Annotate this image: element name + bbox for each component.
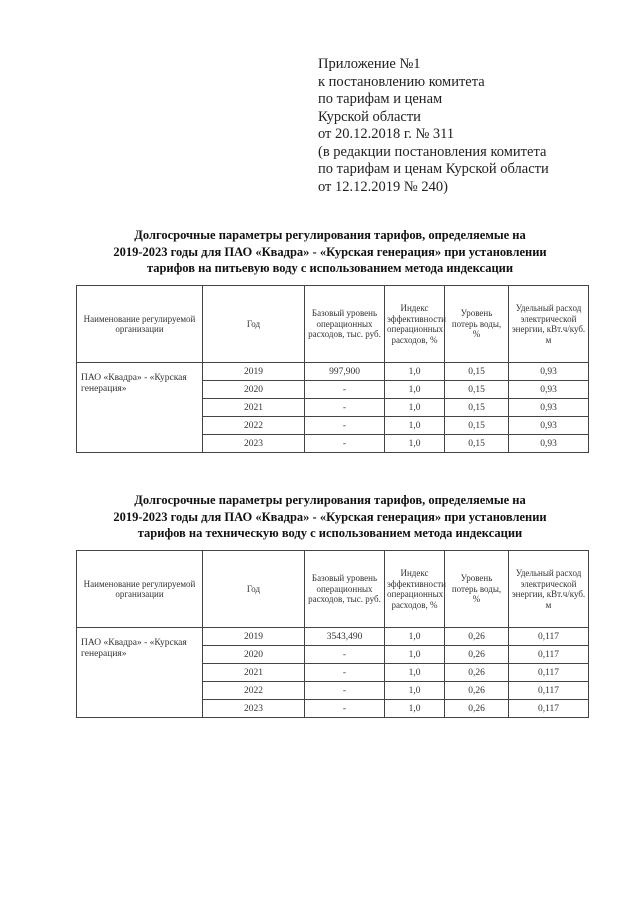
base-cell: -: [305, 646, 385, 664]
title-line: Долгосрочные параметры регулирования тарифов, определяемые на: [134, 493, 526, 507]
loss-cell: 0,15: [445, 381, 509, 399]
appendix-line: Курской области: [318, 108, 421, 125]
index-cell: 1,0: [385, 700, 445, 718]
section-title-drinking-water: [60, 227, 600, 277]
loss-cell: 0,15: [445, 363, 509, 381]
appendix-line: от 12.12.2019 № 240): [318, 178, 448, 195]
header-base-level: Базовый уровень операционных расходов, тыс. руб.: [305, 286, 385, 363]
loss-cell: 0,15: [445, 435, 509, 453]
appendix-line: по тарифам и ценам: [318, 91, 443, 107]
index-cell: 1,0: [385, 399, 445, 417]
header-year: Год: [203, 551, 305, 628]
base-cell: 3543,490: [305, 628, 385, 646]
energy-cell: 0,93: [509, 363, 589, 381]
year-cell: 2019: [203, 363, 305, 381]
loss-cell: 0,15: [445, 417, 509, 435]
loss-cell: 0,26: [445, 628, 509, 646]
index-cell: 1,0: [385, 646, 445, 664]
org-name-cell: ПАО «Квадра» - «Курская генерация»: [77, 363, 203, 453]
base-cell: -: [305, 700, 385, 718]
header-water-loss: Уровень потерь воды, %: [445, 551, 509, 628]
year-cell: 2023: [203, 435, 305, 453]
appendix-line: от 20.12.2018 г. № 311: [318, 126, 455, 142]
energy-cell: 0,93: [509, 417, 589, 435]
year-cell: 2019: [203, 628, 305, 646]
base-cell: 997,900: [305, 363, 385, 381]
header-energy-consumption: Удельный расход электрической энергии, кВт.ч/куб. м: [509, 286, 589, 363]
year-cell: 2020: [203, 646, 305, 664]
energy-cell: 0,117: [509, 682, 589, 700]
title-line: 2019-2023 годы для ПАО «Квадра» - «Курская генерация» при установлении: [113, 509, 547, 524]
loss-cell: 0,26: [445, 664, 509, 682]
base-cell: -: [305, 664, 385, 682]
energy-cell: 0,93: [509, 381, 589, 399]
base-cell: -: [305, 399, 385, 417]
year-cell: 2022: [203, 417, 305, 435]
index-cell: 1,0: [385, 417, 445, 435]
appendix-reference: [318, 56, 549, 196]
title-line: Долгосрочные параметры регулирования тарифов, определяемые на: [134, 228, 526, 242]
header-efficiency-index: Индекс эффективности операционных расходов, %: [385, 286, 445, 363]
energy-cell: 0,117: [509, 646, 589, 664]
loss-cell: 0,15: [445, 399, 509, 417]
energy-cell: 0,117: [509, 628, 589, 646]
year-cell: 2023: [203, 700, 305, 718]
header-water-loss: Уровень потерь воды, %: [445, 286, 509, 363]
loss-cell: 0,26: [445, 646, 509, 664]
year-cell: 2021: [203, 664, 305, 682]
year-cell: 2021: [203, 399, 305, 417]
table-row: [77, 628, 589, 646]
base-cell: -: [305, 435, 385, 453]
base-cell: -: [305, 417, 385, 435]
header-efficiency-index: Индекс эффективности операционных расходов, %: [385, 551, 445, 628]
title-line: тарифов на техническую воду с использованием метода индексации: [137, 526, 523, 540]
index-cell: 1,0: [385, 435, 445, 453]
year-cell: 2020: [203, 381, 305, 399]
energy-cell: 0,93: [509, 435, 589, 453]
energy-cell: 0,93: [509, 399, 589, 417]
params-table-drinking-water: [76, 285, 589, 453]
params-table-technical-water: [76, 550, 589, 718]
index-cell: 1,0: [385, 682, 445, 700]
org-name-cell: ПАО «Квадра» - «Курская генерация»: [77, 628, 203, 718]
appendix-line: (в редакции постановления комитета: [318, 143, 547, 160]
loss-cell: 0,26: [445, 700, 509, 718]
index-cell: 1,0: [385, 381, 445, 399]
header-org: Наименование регулируемой организации: [77, 551, 203, 628]
title-line: тарифов на питьевую воду с использованием метода индексации: [146, 261, 514, 275]
title-line: 2019-2023 годы для ПАО «Квадра» - «Курская генерация» при установлении: [113, 244, 547, 259]
header-base-level: Базовый уровень операционных расходов, тыс. руб.: [305, 551, 385, 628]
header-org: Наименование регулируемой организации: [77, 286, 203, 363]
table-row: [77, 363, 589, 381]
header-year: Год: [203, 286, 305, 363]
energy-cell: 0,117: [509, 664, 589, 682]
header-energy-consumption: Удельный расход электрической энергии, кВт.ч/куб. м: [509, 551, 589, 628]
index-cell: 1,0: [385, 363, 445, 381]
appendix-line: к постановлению комитета: [318, 73, 485, 90]
loss-cell: 0,26: [445, 682, 509, 700]
index-cell: 1,0: [385, 664, 445, 682]
appendix-line: Приложение №1: [318, 56, 421, 72]
section-title-technical-water: [60, 492, 600, 542]
index-cell: 1,0: [385, 628, 445, 646]
base-cell: -: [305, 682, 385, 700]
appendix-line: по тарифам и ценам Курской области: [318, 161, 549, 177]
base-cell: -: [305, 381, 385, 399]
year-cell: 2022: [203, 682, 305, 700]
energy-cell: 0,117: [509, 700, 589, 718]
